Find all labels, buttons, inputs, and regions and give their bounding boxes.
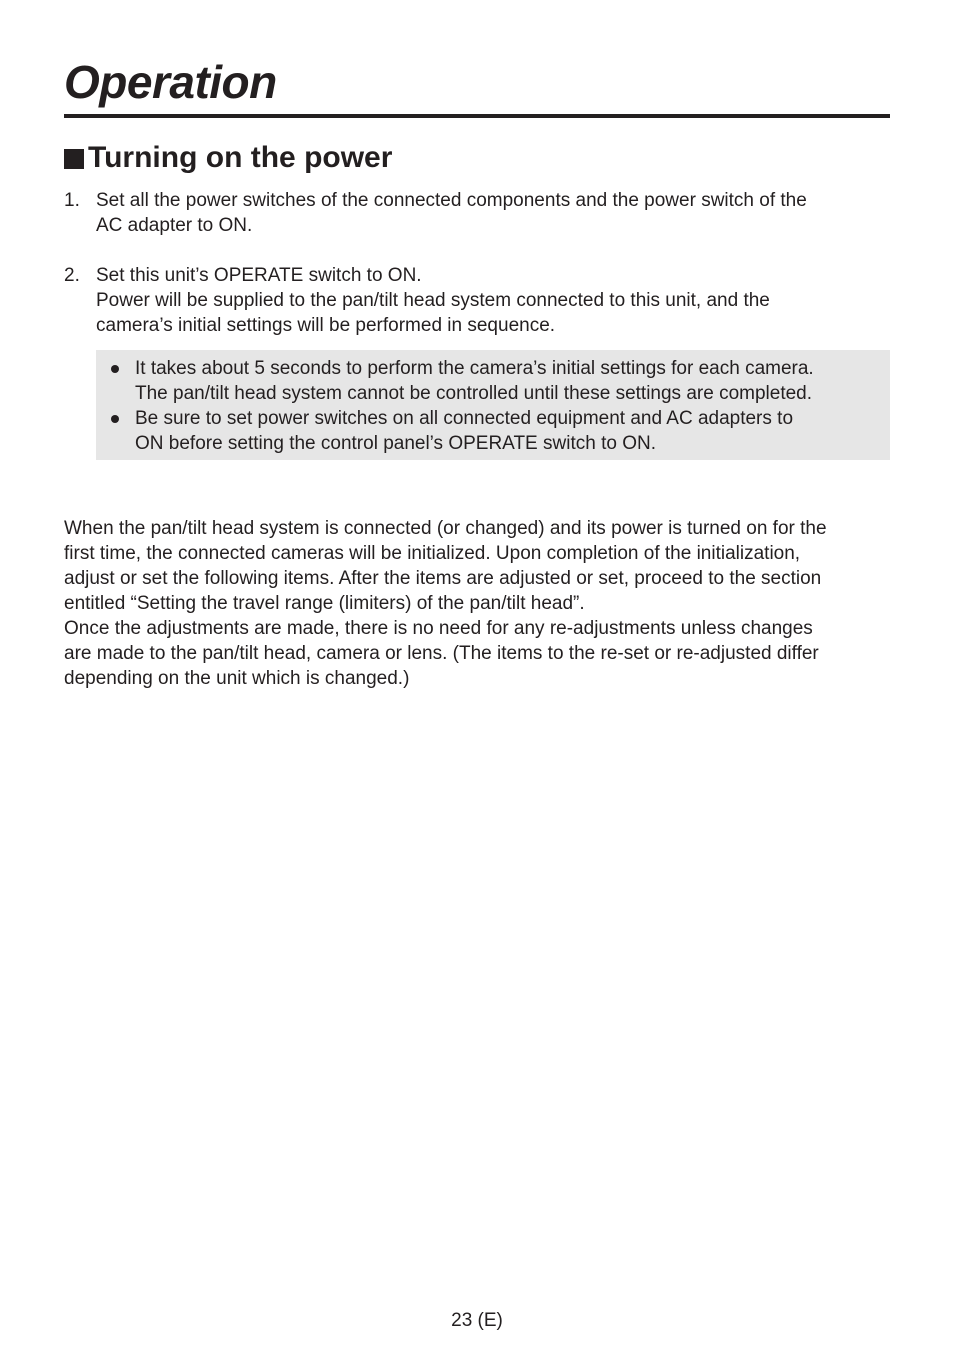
note-line: The pan/tilt head system cannot be controlled until these settings are completed. — [135, 383, 813, 404]
intro-line: depending on the unit which is changed.) — [64, 668, 410, 689]
bullet-icon — [110, 406, 135, 456]
intro-line: When the pan/tilt head system is connected (or changed) and its power is turned on for the — [64, 518, 827, 539]
step-line: AC adapter to ON. — [96, 215, 253, 236]
intro-line: Once the adjustments are made, there is no need for any re-adjustments unless changes — [64, 618, 813, 639]
note-text — [135, 406, 793, 456]
step-text — [96, 263, 890, 338]
section-heading — [64, 140, 392, 176]
note-item — [110, 406, 874, 456]
step-line: Set this unit’s OPERATE switch to ON. — [96, 265, 422, 286]
step-line: camera’s initial settings will be performed in sequence. — [96, 315, 556, 336]
intro-line: are made to the pan/tilt head, camera or lens. (The items to the re-set or re-adjusted differ — [64, 643, 819, 664]
step-line: Set all the power switches of the connected components and the power switch of the — [96, 190, 807, 211]
note-line: ON before setting the control panel’s OPERATE switch to ON. — [135, 433, 656, 454]
note-line: Be sure to set power switches on all connected equipment and AC adapters to — [135, 408, 794, 429]
intro-line: adjust or set the following items. After the items are adjusted or set, proceed to the section — [64, 568, 822, 589]
step-number: 2. — [64, 265, 80, 286]
title-divider — [64, 114, 890, 118]
step-number: 1. — [64, 190, 80, 211]
page-number: 23 (E) — [451, 1310, 503, 1331]
step-text — [96, 188, 890, 238]
intro-line: entitled “Setting the travel range (limiters) of the pan/tilt head”. — [64, 593, 585, 614]
section-heading-text: Turning on the power — [88, 141, 393, 174]
notes-box — [96, 350, 890, 460]
step-item — [64, 263, 890, 338]
intro-line: first time, the connected cameras will be initialized. Upon completion of the initialization, — [64, 543, 801, 564]
intro-paragraph — [64, 516, 894, 691]
note-text — [135, 356, 814, 406]
step-item — [64, 188, 890, 238]
square-bullet-icon — [64, 149, 84, 169]
note-item — [110, 356, 874, 406]
note-line: It takes about 5 seconds to perform the camera’s initial settings for each camera. — [135, 358, 814, 379]
step-line: Power will be supplied to the pan/tilt head system connected to this unit, and the — [96, 290, 770, 311]
steps-list — [64, 188, 890, 363]
page-title: Operation — [64, 56, 277, 108]
bullet-icon — [110, 356, 135, 406]
